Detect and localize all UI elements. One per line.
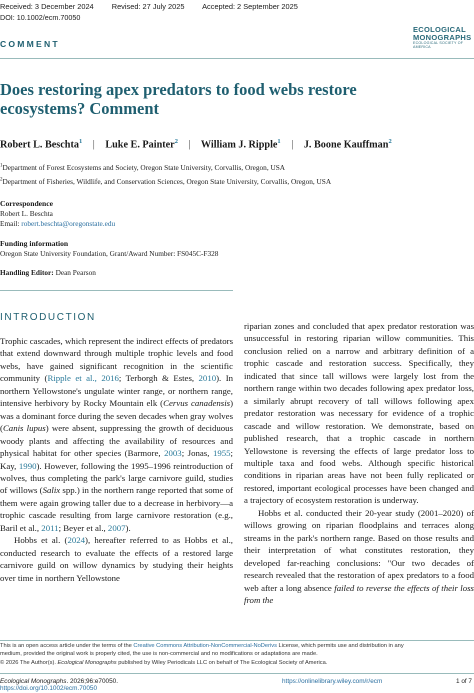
- correspondence-name: Robert L. Beschta: [0, 209, 53, 218]
- citation-link[interactable]: 2011: [41, 522, 59, 533]
- license-link[interactable]: Creative Commons Attribution-NonCommercial-NoDerivs: [133, 643, 277, 649]
- author-affiliation-marker[interactable]: 1: [277, 138, 281, 145]
- italic-text: failed to reverse the effects of their loss from the: [244, 582, 474, 605]
- text-run: Hobbs et al. conducted their 20-year study (2001–2020) of willows growing on riparian floodplains and terraces along streams in the park's northern range. Based on those results and their interpretation of what constitutes restoration, they developed far-reaching conclusions: "Our two decades of research revealed that the restoration of apex predators to a food web after a long absence: [244, 507, 474, 593]
- body-paragraph: [244, 320, 474, 507]
- copyright-notice: [0, 660, 327, 666]
- citation-link[interactable]: 2003: [164, 448, 182, 459]
- author-affiliation-marker[interactable]: 1: [78, 138, 83, 145]
- author-name[interactable]: William J. Ripple: [200, 139, 278, 151]
- text-run: ; Jonas,: [181, 448, 213, 459]
- journal-logo[interactable]: [413, 26, 471, 49]
- copyright-end: published by Wiley Periodicals LLC on behalf of The Ecological Society of America.: [116, 660, 328, 666]
- text-run: Hobbs et al. (: [14, 535, 68, 546]
- doi-link[interactable]: https://doi.org/10.1002/ecm.70050: [0, 685, 97, 692]
- citation-link[interactable]: 1990: [18, 460, 37, 471]
- affiliation-number: 1: [0, 163, 3, 169]
- affiliation-number: 2: [0, 177, 3, 183]
- handling-editor-name: Dean Pearson: [55, 268, 96, 277]
- logo-line-2: MONOGRAPHS: [413, 32, 472, 42]
- affiliation-2: [0, 177, 331, 186]
- page-number: 1 of 7: [456, 678, 472, 685]
- italic-text: Cervus canadensis: [163, 398, 231, 409]
- text-run: ). In northern Yellowstone's ungulate winter range, or northern range, intensive herbivory by Rocky Mountain elk (: [0, 373, 234, 409]
- citation-link[interactable]: 2010: [198, 373, 217, 384]
- author-name[interactable]: Robert L. Beschta: [0, 139, 79, 151]
- author-affiliation-marker[interactable]: 2: [174, 138, 178, 145]
- author-name[interactable]: Luke E. Painter: [105, 139, 175, 151]
- handling-editor-label: Handling Editor:: [0, 268, 54, 277]
- text-run: spp.) in the northern range reported that some of them were again growing taller due to a decrease in herbivory—a trophic cascade resulting from large carnivore restoration (e.g., Baril et al.,: [0, 485, 233, 533]
- funding-heading: Funding information: [0, 239, 69, 248]
- correspondence-email-line: [0, 219, 115, 228]
- body-column-right: [244, 320, 474, 606]
- citation-journal: Ecological Monographs: [0, 678, 67, 685]
- citation-volume: . 2026;96:e70050.: [66, 678, 118, 685]
- text-run: ) were absent, suppressing the growth of deciduous woody plants and affecting the availability of resources and physical habitat for other species (Barmore,: [0, 423, 234, 459]
- email-link[interactable]: robert.beschta@oregonstate.edu: [21, 219, 116, 228]
- citation-link[interactable]: Ripple et al., 2016: [47, 373, 119, 384]
- text-run: ; Kay,: [0, 448, 233, 471]
- author-name[interactable]: J. Boone Kauffman: [303, 139, 389, 151]
- affiliation-text: Department of Fisheries, Wildlife, and Conservation Sciences, Oregon State University, Corvallis, Oregon, USA: [2, 177, 332, 186]
- citation-line: [0, 678, 474, 685]
- affiliation-text: Department of Forest Ecosystems and Society, Oregon State University, Corvallis, Oregon, USA: [2, 163, 286, 172]
- citation-link[interactable]: 2024: [67, 535, 86, 546]
- footnote-divider: [0, 640, 474, 641]
- body-paragraph: [0, 534, 233, 584]
- citation-link[interactable]: 1955: [212, 448, 231, 459]
- bottom-divider: [0, 673, 474, 674]
- email-label: Email:: [0, 219, 20, 228]
- page-footer: [0, 678, 474, 692]
- header-divider: [0, 58, 474, 59]
- article-type-label: COMMENT: [0, 39, 60, 49]
- license-text-end: License, which permits use and distribution in any: [276, 643, 404, 649]
- body-column-left: [0, 335, 233, 584]
- license-notice-line-2: medium, provided the original work is properly cited, the use is non-commercial and no modifications or adaptations are made.: [0, 651, 318, 657]
- journal-site-link[interactable]: https://onlinelibrary.wiley.com/r/ecm: [282, 678, 383, 685]
- logo-line-3: ECOLOGICAL SOCIETY OF AMERICA: [413, 41, 464, 49]
- author-separator: |: [188, 139, 191, 151]
- affiliation-1: [0, 163, 285, 172]
- author-affiliation-marker[interactable]: 2: [388, 138, 392, 145]
- text-run: ) was a dominant force during the seven decades when gray wolves (: [0, 398, 233, 434]
- journal-name: Ecological Monographs: [57, 660, 117, 666]
- italic-text: Canis lupus: [2, 423, 46, 434]
- author-list: [0, 138, 392, 150]
- copyright-start: © 2026 The Author(s).: [0, 660, 58, 666]
- section-heading-introduction: INTRODUCTION: [0, 312, 96, 323]
- text-run: riparian zones and concluded that apex predator restoration was unsuccessful in restoring riparian willow communities. This conclusion relied on a narrow and arbitrary definition of a trophic cascade and restoration success. Specifically, they indicated that since tall willows were largely lost from the northern range within two decades following apex predator loss, a similarly abrupt recovery of tall willows following apex predator restoration was necessary for evidence of a trophic cascade and willow restoration. We demonstrate, based on published research, that a trophic cascade in northern Yellowstone is reversing the effects of large predator loss to multiple taxa and food webs. Although specific historical conditions in riparian areas have not been fully replicated or restored, important ecological processes have been changed and a trajectory of ecosystem restoration is underway.: [244, 321, 474, 506]
- funding-text: Oregon State University Foundation, Grant/Award Number: FS045C-F328: [0, 249, 219, 258]
- received-date: Received: 3 December 2024: [0, 2, 94, 11]
- text-run: ), hereafter referred to as Hobbs et al., conducted research to evaluate the effects of a restored large carnivore guild on willow dynamics by studying their heights over time in northern Yellowstone: [0, 535, 233, 583]
- text-run: ).: [125, 522, 131, 533]
- author-separator: |: [291, 139, 294, 151]
- text-run: ). However, following the 1995–1996 reintroduction of wolves, thus completing the park's large carnivore guild, studies of willows (: [0, 460, 233, 496]
- text-run: Trophic cascades, which represent the indirect effects of predators that extend downward through multiple trophic levels and food webs, have gained significant recognition in the scientific community (: [0, 336, 233, 384]
- body-paragraph: [0, 335, 233, 534]
- citation-link[interactable]: 2007: [107, 522, 126, 533]
- correspondence-heading: Correspondence: [0, 199, 54, 208]
- text-run: ; Terborgh & Estes,: [118, 373, 199, 384]
- text-run: ; Beyer et al.,: [58, 522, 108, 533]
- article-dates: [0, 2, 474, 11]
- author-separator: |: [92, 139, 95, 151]
- logo-line-1: ECOLOGICAL: [413, 25, 466, 34]
- body-paragraph: [244, 507, 474, 607]
- accepted-date: Accepted: 2 September 2025: [202, 2, 298, 11]
- article-title: Does restoring apex predators to food webs restore ecosystems? Comment: [0, 80, 357, 118]
- license-notice: [0, 643, 404, 649]
- italic-text: Salix: [42, 485, 61, 496]
- article-doi: DOI: 10.1002/ecm.70050: [0, 13, 81, 22]
- license-text-start: This is an open access article under the terms of the: [0, 643, 134, 649]
- handling-editor: [0, 268, 96, 277]
- front-matter-divider: [0, 290, 233, 291]
- revised-date: Revised: 27 July 2025: [111, 2, 185, 11]
